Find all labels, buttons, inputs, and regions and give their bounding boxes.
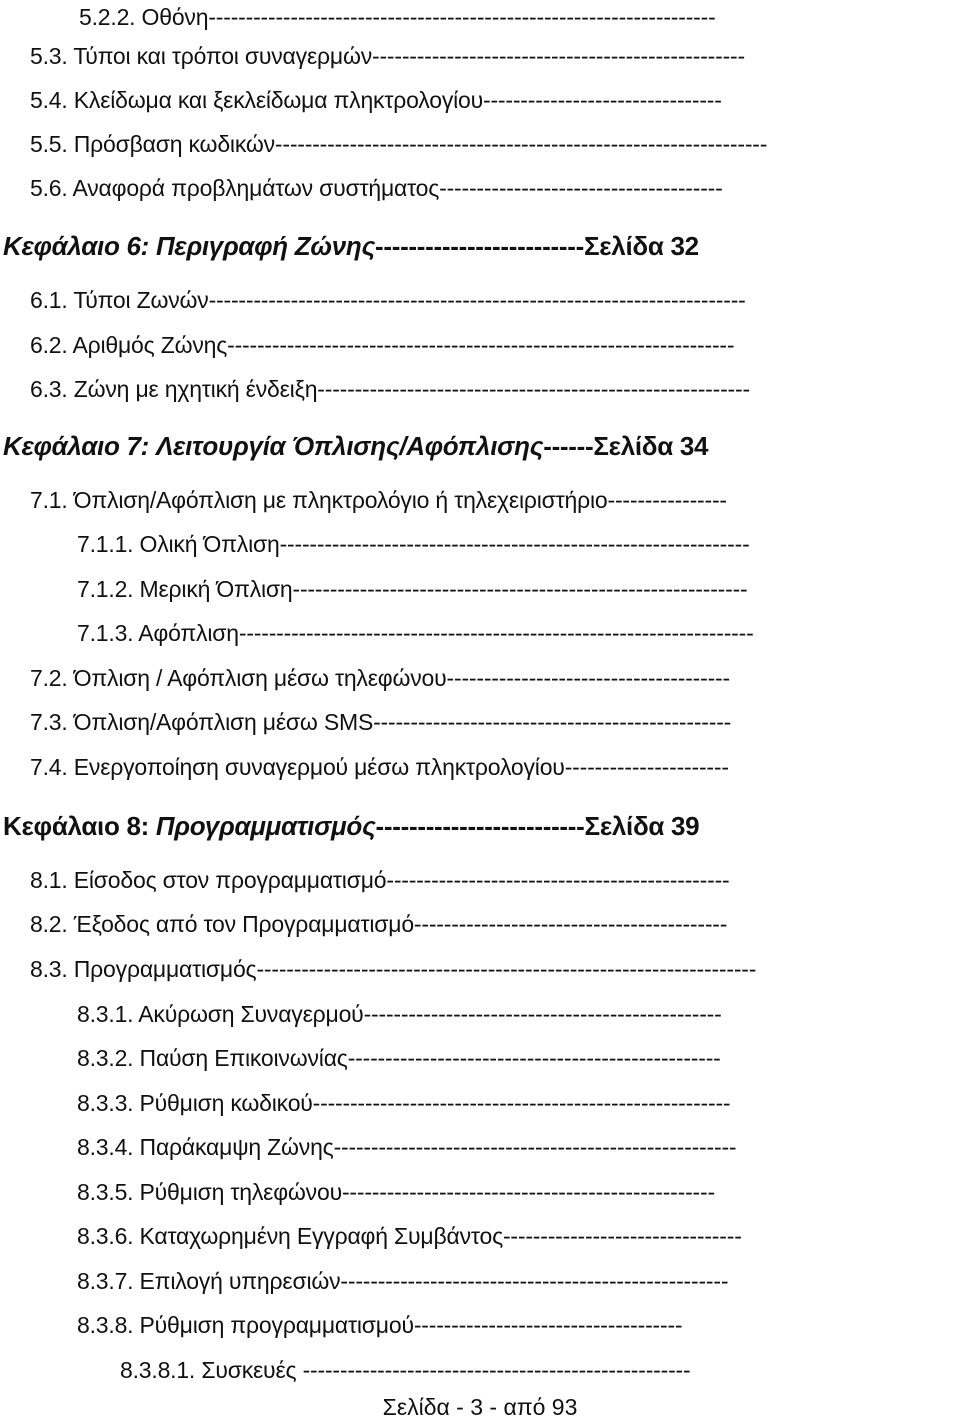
toc-entry-7-4: 7.4. Ενεργοποίηση συναγερμού μέσω πληκτρολογίου----------------------	[30, 754, 729, 780]
dot-leader: -------------------------------------------------------------------	[256, 956, 757, 982]
dot-leader: ------------------------------------------	[413, 911, 728, 937]
toc-entry-8-3-8: 8.3.8. Ρύθμιση προγραμματισμού------------------------------------	[77, 1312, 683, 1338]
dot-leader: -------------------------	[375, 231, 584, 261]
toc-entry-8-3-5: 8.3.5. Ρύθμιση τηλεφώνου--------------------------------------------------	[77, 1179, 715, 1205]
toc-entry-7-1-3: 7.1.3. Αφόπλιση---------------------------------------------------------------------	[77, 620, 754, 646]
toc-chapter-6: Κεφάλαιο 6: Περιγραφή Ζώνης-------------------------Σελίδα 32	[3, 231, 699, 261]
toc-entry-8-3-7: 8.3.7. Επιλογή υπηρεσιών----------------------------------------------------	[77, 1268, 729, 1294]
dot-leader: ------	[543, 431, 594, 461]
toc-entry-8-3: 8.3. Προγραμματισμός-------------------------------------------------------------------	[30, 956, 757, 982]
dot-leader: ----------------------------------------------------	[296, 1357, 691, 1383]
toc-entry-8-2: 8.2. Έξοδος από τον Προγραμματισμό------------------------------------------	[30, 911, 728, 937]
dot-leader: ---------------------------------------------------------------	[279, 531, 750, 557]
dot-leader: ----------------------	[564, 754, 729, 780]
dot-leader: ----------------------------------------------------	[340, 1268, 729, 1294]
toc-entry-7-1-1: 7.1.1. Ολική Όπλιση---------------------------------------------------------------	[77, 531, 750, 557]
toc-entry-5-5: 5.5. Πρόσβαση κωδικών------------------------------------------------------------------	[30, 131, 768, 157]
page-footer: Σελίδα - 3 - από 93	[382, 1394, 578, 1420]
dot-leader: --------------------------------------------------------------------	[227, 332, 735, 358]
dot-leader: --------------------------------------------------	[347, 1045, 721, 1071]
dot-leader: ------------------------------------------------------	[333, 1134, 737, 1160]
toc-entry-8-1: 8.1. Είσοδος στον προγραμματισμό----------------------------------------------	[30, 867, 730, 893]
toc-entry-7-3: 7.3. Όπλιση/Αφόπλιση μέσω SMS------------------------------------------------	[30, 709, 732, 735]
dot-leader: ------------------------------------------------------------------------	[208, 287, 746, 313]
toc-entry-5-2-2: 5.2.2. Οθόνη--------------------------------------------------------------------	[79, 4, 716, 30]
dot-leader: --------------------------------	[483, 87, 722, 113]
dot-leader: --------------------------------------------------------	[312, 1090, 731, 1116]
dot-leader: --------------------------------------------------------------------	[208, 4, 716, 30]
toc-entry-7-2: 7.2. Όπλιση / Αφόπλιση μέσω τηλεφώνου--------------------------------------	[30, 665, 730, 691]
toc-entry-5-6: 5.6. Αναφορά προβλημάτων συστήματος--------------------------------------	[30, 175, 723, 201]
toc-entry-6-3: 6.3. Ζώνη με ηχητική ένδειξη----------------------------------------------------------	[30, 376, 750, 402]
dot-leader: --------------------------------------------------	[372, 43, 745, 69]
dot-leader: -------------------------------------------------------------	[292, 576, 748, 602]
toc-entry-5-3: 5.3. Τύποι και τρόποι συναγερμών--------------------------------------------------	[30, 43, 745, 69]
toc-entry-8-3-1: 8.3.1. Ακύρωση Συναγερμού------------------------------------------------	[77, 1001, 722, 1027]
toc-entry-8-3-2: 8.3.2. Παύση Επικοινωνίας--------------------------------------------------	[77, 1045, 721, 1071]
toc-entry-8-3-6: 8.3.6. Καταχωρημένη Εγγραφή Συμβάντος--------------------------------	[77, 1223, 742, 1249]
dot-leader: --------------------------------------	[439, 175, 723, 201]
dot-leader: -------------------------	[375, 811, 585, 841]
dot-leader: ---------------------------------------------------------------------	[238, 620, 754, 646]
toc-entry-5-4: 5.4. Κλείδωμα και ξεκλείδωμα πληκτρολογίου--------------------------------	[30, 87, 722, 113]
chapter-page-ref: Σελίδα 32	[583, 231, 699, 261]
dot-leader: ----------------------------------------------	[386, 867, 730, 893]
dot-leader: ------------------------------------------------------------------	[274, 131, 768, 157]
dot-leader: ------------------------------------------------	[373, 709, 732, 735]
toc-entry-7-1-2: 7.1.2. Μερική Όπλιση-------------------------------------------------------------	[77, 576, 748, 602]
dot-leader: --------------------------------------	[446, 665, 730, 691]
dot-leader: ----------------	[607, 487, 727, 513]
dot-leader: --------------------------------	[502, 1223, 742, 1249]
chapter-page-ref: Σελίδα 39	[584, 811, 700, 841]
toc-entry-8-3-4: 8.3.4. Παράκαμψη Ζώνης------------------------------------------------------	[77, 1134, 737, 1160]
dot-leader: ----------------------------------------------------------	[317, 376, 750, 402]
dot-leader: --------------------------------------------------	[341, 1179, 715, 1205]
toc-chapter-7: Κεφάλαιο 7: Λειτουργία Όπλισης/Αφόπλισης------Σελίδα 34	[3, 431, 709, 461]
toc-entry-7-1: 7.1. Όπλιση/Αφόπλιση με πληκτρολόγιο ή τηλεχειριστήριο----------------	[30, 487, 727, 513]
toc-entry-8-3-3: 8.3.3. Ρύθμιση κωδικού--------------------------------------------------------	[77, 1090, 731, 1116]
toc-entry-8-3-8-1: 8.3.8.1. Συσκευές ----------------------------------------------------	[120, 1357, 691, 1383]
toc-entry-6-2: 6.2. Αριθμός Ζώνης--------------------------------------------------------------------	[30, 332, 735, 358]
dot-leader: ------------------------------------	[413, 1312, 683, 1338]
toc-entry-6-1: 6.1. Τύποι Ζωνών------------------------------------------------------------------------	[30, 287, 746, 313]
chapter-page-ref: Σελίδα 34	[593, 431, 709, 461]
dot-leader: ------------------------------------------------	[363, 1001, 722, 1027]
toc-chapter-8: Κεφάλαιο 8: Προγραμματισμός-------------------------Σελίδα 39	[3, 811, 700, 841]
